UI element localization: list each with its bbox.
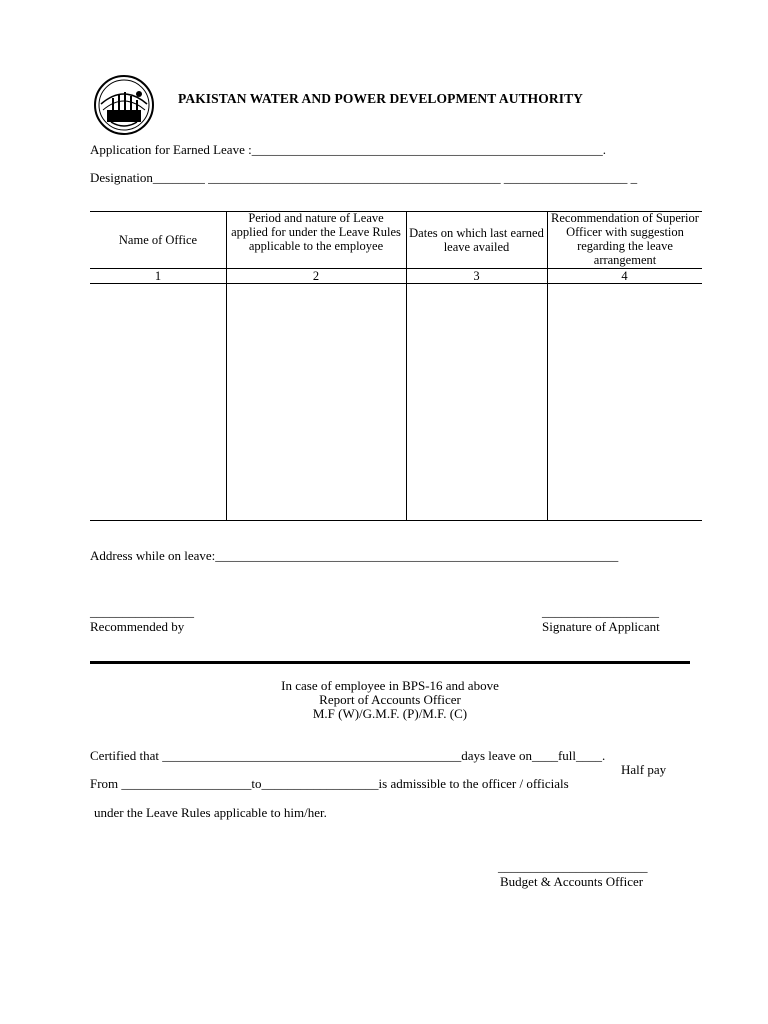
certified-label: Certified that — [90, 748, 163, 763]
application-field[interactable]: ______________________________________________________. — [251, 142, 606, 157]
header-dates-last-leave: Dates on which last earned leave availed — [409, 226, 544, 254]
application-row — [90, 142, 606, 157]
wapda-emblem-icon — [93, 74, 155, 136]
accounts-note-line1: In case of employee in BPS-16 and above — [281, 678, 499, 693]
budget-officer-label: Budget & Accounts Officer — [500, 874, 644, 889]
accounts-note-line3: M.F (W)/G.M.F. (P)/M.F. (C) — [312, 706, 468, 721]
certified-days-field[interactable]: ______________________________________________ — [162, 748, 462, 763]
header-name-of-office: Name of Office — [118, 233, 198, 247]
table-col-divider — [406, 211, 407, 521]
address-field[interactable]: ______________________________________________________________ — [215, 548, 619, 563]
days-leave-on-label: days leave on — [461, 748, 532, 763]
table-bottom-rule — [90, 520, 702, 521]
column-number: 4 — [621, 269, 628, 283]
to-date-field[interactable]: __________________ — [261, 776, 379, 791]
address-label: Address while on leave: — [90, 548, 216, 563]
applicant-signature-label: Signature of Applicant — [542, 619, 660, 634]
recommendation-cell[interactable] — [549, 285, 701, 519]
column-number: 1 — [154, 269, 162, 283]
designation-row — [90, 170, 637, 185]
section-divider — [90, 661, 690, 664]
dates-last-leave-cell[interactable] — [408, 285, 546, 519]
header-recommendation: Recommendation of Superior Officer with suggestion regarding the leave arrangement — [551, 211, 699, 267]
table-col-divider — [226, 211, 227, 521]
to-label: to — [251, 776, 262, 791]
from-label: From — [90, 776, 122, 791]
organization-title: PAKISTAN WATER AND POWER DEVELOPMENT AUTHORITY — [178, 91, 584, 106]
half-pay-option: Half pay — [621, 762, 667, 777]
from-to-row — [90, 776, 569, 791]
table-col-divider — [547, 211, 548, 521]
application-label: Application for Earned Leave : — [90, 142, 252, 157]
full-pay-blank[interactable]: ____. — [576, 748, 606, 763]
admissible-text: is admissible to the officer / officials — [378, 776, 569, 791]
certified-row — [90, 748, 605, 763]
leave-rules-text: under the Leave Rules applicable to him/her. — [94, 805, 327, 820]
name-of-office-cell[interactable] — [91, 285, 225, 519]
designation-label: Designation — [90, 170, 153, 185]
designation-field[interactable]: ________ _____________________________________________ ___________________ _ — [152, 170, 638, 185]
column-number: 3 — [473, 269, 480, 283]
recommended-by-label: Recommended by — [90, 619, 185, 634]
applicant-signature-line[interactable]: __________________ — [542, 604, 659, 619]
budget-officer-signature-line[interactable]: _______________________ — [498, 859, 648, 874]
recommended-by-line[interactable]: ________________ — [90, 604, 194, 619]
address-row — [90, 548, 618, 563]
table-number-rule — [90, 283, 702, 284]
header-period-nature: Period and nature of Leave applied for under the Leave Rules applicable to the employee — [231, 211, 401, 253]
period-nature-cell[interactable] — [228, 285, 405, 519]
full-pay-option: full — [557, 748, 577, 763]
column-number: 2 — [312, 269, 320, 283]
accounts-note-line2: Report of Accounts Officer — [319, 692, 461, 707]
from-date-field[interactable]: ____________________ — [121, 776, 252, 791]
full-pay-blank[interactable]: ____ — [531, 748, 558, 763]
